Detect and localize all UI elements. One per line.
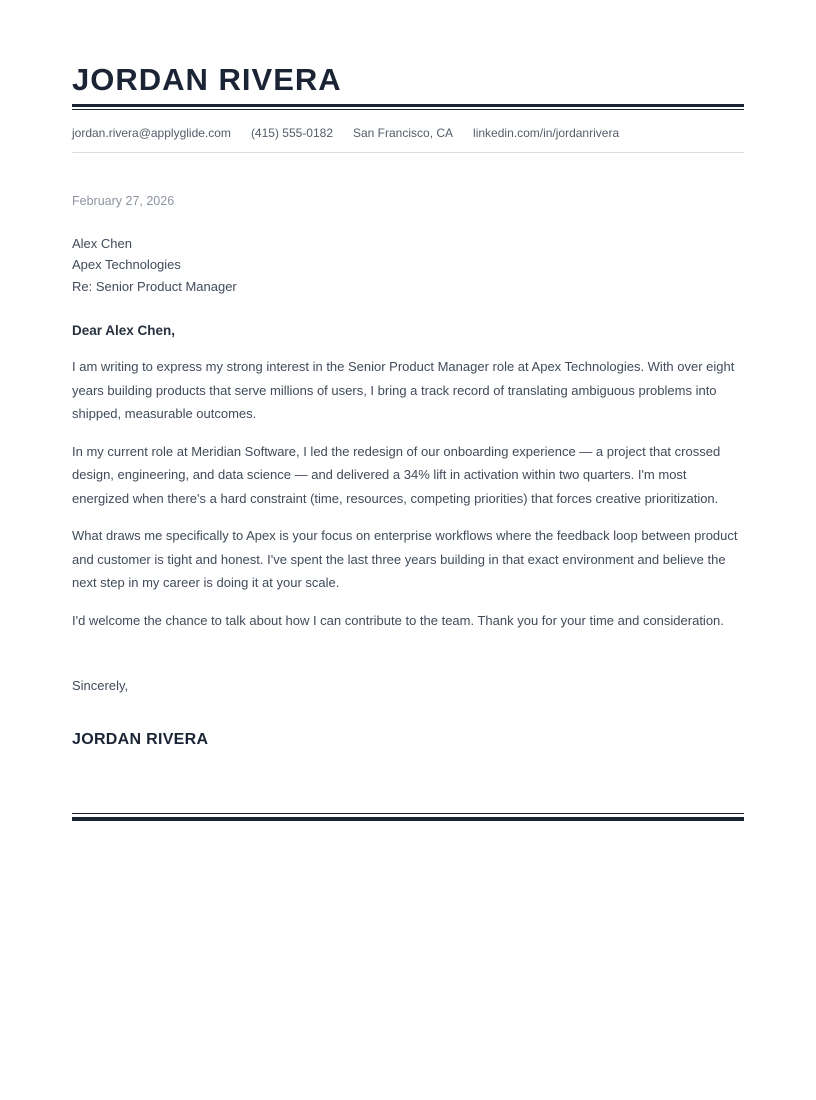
contact-location: San Francisco, CA [353,125,454,140]
body-paragraph-3: What draws me specifically to Apex is your focus on enterprise workflows where the feedback loop between product and customer is tight and honest. I've spent the last three years building in that exact environment and believe the next step in my career is doing it at your scale. [72,528,738,591]
recipient-name: Alex Chen [72,235,132,251]
signature-name: JORDAN RIVERA [72,731,209,749]
letter-footer [72,813,744,821]
body-paragraph-1: I am writing to express my strong interest in the Senior Product Manager role at Apex Technologies. With over eight years building products that serve millions of users, I bring a track record of translating ambiguous problems into shipped, measurable outcomes. [72,359,735,422]
recipient-block [72,233,744,298]
contact-bar [72,110,744,153]
salutation: Dear Alex Chen, [72,323,176,339]
letter-date: February 27, 2026 [72,193,175,208]
recipient-subject: Re: Senior Product Manager [72,278,237,294]
body-paragraph-2: In my current role at Meridian Software, I led the redesign of our onboarding experience — a project that crossed design, engineering, and data science — and delivered a 34% lift in activation within two quarters. I'm most energized when there's a hard constraint (time, resources, competing priorities) that forces creative prioritization. [72,443,721,506]
contact-linkedin: linkedin.com/in/jordanrivera [473,125,620,140]
body-paragraph-4: I'd welcome the chance to talk about how I can contribute to the team. Thank you for your time and consideration. [72,612,724,628]
contact-email: jordan.rivera@applyglide.com [72,125,231,140]
contact-phone: (415) 555-0182 [250,125,333,140]
letter-body [72,194,744,750]
footer-double-rule [72,813,744,821]
page-title: JORDAN RIVERA [72,62,342,97]
letter-header [72,62,744,153]
recipient-company: Apex Technologies [72,257,181,273]
closing: Sincerely, [72,678,129,694]
